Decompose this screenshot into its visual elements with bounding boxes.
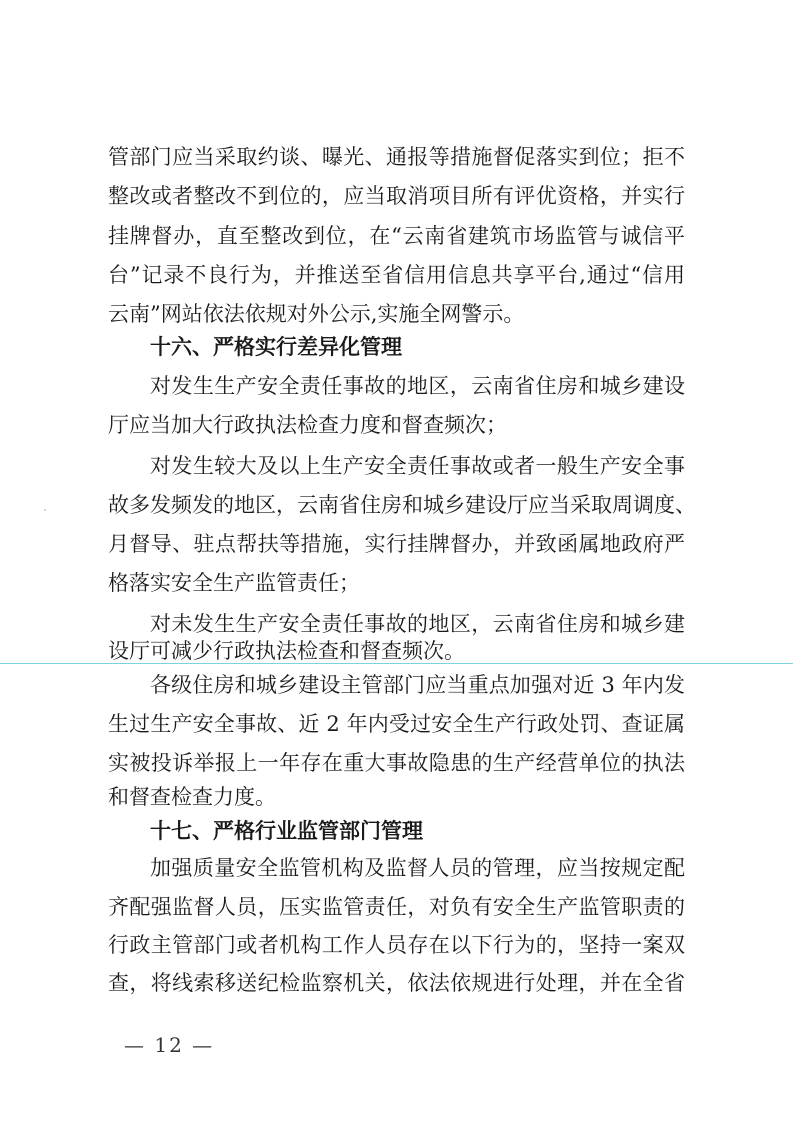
body-line: 实被投诉举报上一年存在重大事故隐患的生产经营单位的执法 (108, 751, 685, 775)
body-line: 齐配强监督人员，压实监管责任，对负有安全生产监管职责的 (108, 895, 685, 919)
body-line: 查，将线索移送纪检监察机关，依法依规进行处理，并在全省 (108, 971, 685, 995)
body-line: 加强质量安全监管机构及监督人员的管理，应当按规定配 (150, 856, 685, 880)
body-line: 厅应当加大行政执法检查力度和督查频次； (108, 413, 507, 437)
page-number: — 12 — (124, 1033, 215, 1057)
body-line: 对发生生产安全责任事故的地区，云南省住房和城乡建设 (150, 374, 685, 398)
scan-speck (44, 509, 46, 511)
body-line: 设厅可减少行政执法检查和督查频次。 (108, 639, 465, 663)
body-line: 月督导、驻点帮扶等措施，实行挂牌督办，并致函属地政府严 (108, 532, 685, 556)
body-line: 管部门应当采取约谈、曝光、通报等措施督促落实到位；拒不 (108, 145, 685, 169)
body-line: 对发生较大及以上生产安全责任事故或者一般生产安全事 (150, 454, 685, 478)
body-line: 生过生产安全事故、近 2 年内受过安全生产行政处罚、查证属 (108, 712, 685, 736)
section-heading: 十六、严格实行差异化管理 (150, 335, 402, 359)
body-line: 对未发生生产安全责任事故的地区，云南省住房和城乡建 (150, 612, 685, 636)
body-line: 挂牌督办，直至整改到位，在“云南省建筑市场监管与诚信平 (108, 224, 685, 248)
body-line: 台”记录不良行为，并推送至省信用信息共享平台,通过“信用 (108, 263, 685, 287)
scan-divider-line (0, 663, 793, 664)
body-line: 和督查检查力度。 (108, 785, 276, 809)
body-line: 云南”网站依法依规对外公示,实施全网警示。 (108, 302, 525, 326)
body-line: 故多发频发的地区，云南省住房和城乡建设厅应当采取周调度、 (108, 493, 696, 517)
body-line: 各级住房和城乡建设主管部门应当重点加强对近 3 年内发 (150, 673, 685, 697)
body-line: 整改或者整改不到位的，应当取消项目所有评优资格，并实行 (108, 184, 685, 208)
section-heading: 十七、严格行业监管部门管理 (150, 819, 423, 843)
body-line: 行政主管部门或者机构工作人员存在以下行为的，坚持一案双 (108, 933, 685, 957)
body-line: 格落实安全生产监管责任； (108, 571, 360, 595)
